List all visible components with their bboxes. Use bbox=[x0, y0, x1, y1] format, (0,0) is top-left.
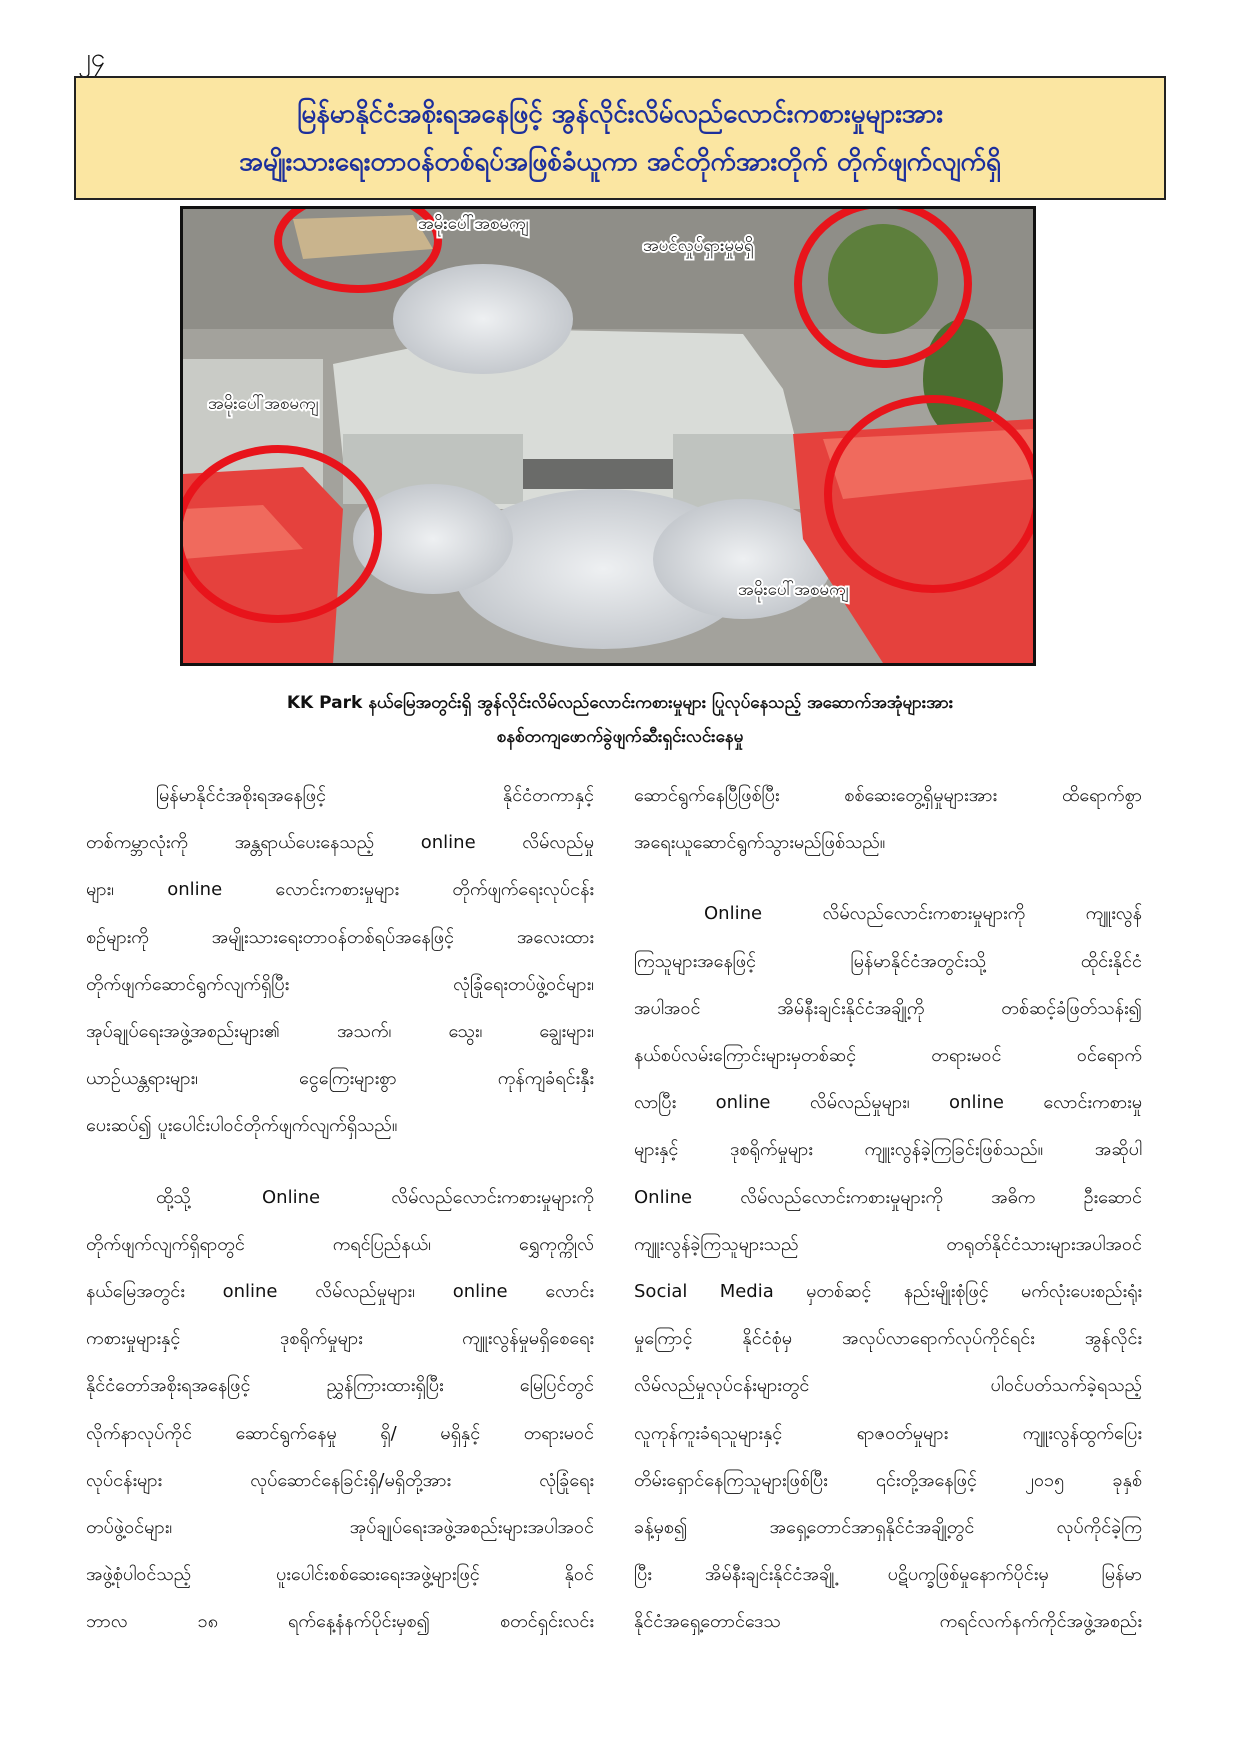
text-line: ကြသူများအနေဖြင့် မြန်မာနိုင်ငံအတွင်းသို့ ထိုင်းနိုင်ငံ bbox=[634, 950, 1142, 972]
photo-label-4: အမိုးပေါ်အစမကျ bbox=[738, 580, 849, 600]
text-line: Online လိမ်လည်လောင်းကစားမှုများကို အဓိက ဦးဆောင် bbox=[634, 1186, 1142, 1208]
caption-line-2: စနစ်တကျဖောက်ခွဲဖျက်ဆီးရှင်းလင်းနေမှု bbox=[496, 727, 744, 747]
text-line: မြန်မာနိုင်ငံအစိုးရအနေဖြင့် နိုင်ငံတကာနှင့် bbox=[156, 785, 594, 806]
photo-label-3: အမိုးပေါ်အစမကျ bbox=[208, 394, 319, 414]
text-line: တိုက်ဖျက်ဆောင်ရွက်လျက်ရှိပြီး လုံခြုံရေးတပ်ဖွဲ့ဝင်များ၊ bbox=[86, 973, 594, 995]
red-roof-left bbox=[183, 467, 343, 663]
text-line: ခန့်မှစ၍ အရှေ့တောင်အာရှနိုင်ငံအချို့တွင် လုပ်ကိုင်ခဲ့ကြ bbox=[634, 1517, 1142, 1539]
text-line: လုပ်ငန်းများ လုပ်ဆောင်နေခြင်းရှိ/မရှိတို့အား လုံခြုံရေး bbox=[86, 1469, 594, 1491]
building-facade-right bbox=[673, 434, 803, 509]
text-line: ကစားမှုများနှင့် ဒုစရိုက်မှုများ ကျူးလွန်မှုမရှိစေရေး bbox=[86, 1328, 594, 1350]
photo-label-2: အပင်လှုပ်ရှားမှုမရှိ bbox=[643, 236, 754, 256]
headline-line-1: မြန်မာနိုင်ငံအစိုးရအနေဖြင့် အွန်လိုင်းလိမ်လည်လောင်းကစားမှုများအား bbox=[297, 99, 943, 129]
text-line: အရေးယူဆောင်ရွက်သွားမည်ဖြစ်သည်။ bbox=[634, 832, 886, 854]
dust-cloud-top bbox=[393, 264, 573, 374]
text-line: အဖွဲ့စုံပါဝင်သည့် ပူးပေါင်းစစ်ဆေးရေးအဖွဲ့များဖြင့် နိုဝင် bbox=[86, 1564, 594, 1586]
text-line: ကျူးလွန်ခဲ့ကြသူများသည် တရုတ်နိုင်ငံသားများအပါအဝင် bbox=[634, 1233, 1142, 1255]
text-line: လိုက်နာလုပ်ကိုင် ဆောင်ရွက်နေမှု ရှိ/ မရှိနှင့် တရားမဝင် bbox=[86, 1422, 594, 1444]
text-line: ယာဉ်ယန္တရားများ၊ ငွေကြေးများစွာ ကုန်ကျခံရင်းနှီး bbox=[86, 1068, 594, 1090]
text-line: မှုကြောင့် နိုင်ငံစုံမှ အလုပ်လာရောက်လုပ်ကိုင်ရင်း အွန်လိုင်း bbox=[634, 1328, 1142, 1350]
text-line: ပေးဆပ်၍ ပူးပေါင်းပါဝင်တိုက်ဖျက်လျက်ရှိသည်။ bbox=[86, 1115, 398, 1137]
text-line: ထို့သို့ Online လိမ်လည်လောင်းကစားမှုများကို bbox=[156, 1186, 594, 1208]
page-number: ၂၄ bbox=[78, 43, 106, 73]
body-column-left bbox=[86, 772, 594, 1670]
headline-line-2: အမျိုးသားရေးတာဝန်တစ်ရပ်အဖြစ်ခံယူကာ အင်တိုက်အားတိုက် တိုက်ဖျက်လျက်ရှိ bbox=[239, 147, 1001, 177]
text-line: လိမ်လည်မှုလုပ်ငန်းများတွင် ပါဝင်ပတ်သက်ခဲ့ရသည့် bbox=[634, 1375, 1142, 1397]
body-column-right bbox=[634, 772, 1142, 1670]
text-line: Social Media မှတစ်ဆင့် နည်းမျိုးစုံဖြင့် မက်လုံးပေးစည်းရုံး bbox=[634, 1281, 1142, 1303]
text-line: ဘာလ ၁၈ ရက်နေ့နံနက်ပိုင်းမှစ၍ စတင်ရှင်းလင်း bbox=[86, 1611, 594, 1633]
text-line: တိမ်းရှောင်နေကြသူများဖြစ်ပြီး ၎င်းတို့အနေဖြင့် ၂၀၁၅ ခုနှစ် bbox=[634, 1469, 1142, 1491]
text-line: တစ်ကမ္ဘာလုံးကို အန္တရာယ်ပေးနေသည့် online လိမ်လည်မှု bbox=[86, 832, 594, 854]
text-line: အပါအဝင် အိမ်နီးချင်းနိုင်ငံအချို့ကို တစ်ဆင့်ခံဖြတ်သန်း၍ bbox=[634, 997, 1142, 1019]
demolition-photo bbox=[180, 206, 1036, 666]
paragraph bbox=[634, 772, 1142, 866]
text-line: စဉ်များကို အမျိုးသားရေးတာဝန်တစ်ရပ်အနေဖြင့် အလေးထား bbox=[86, 926, 594, 948]
collapse-line bbox=[523, 459, 673, 489]
paragraph bbox=[86, 1174, 594, 1646]
text-line: နယ်မြေအတွင်း online လိမ်လည်မှုများ၊ online လောင်း bbox=[86, 1281, 594, 1303]
text-line: လာပြီး online လိမ်လည်မှုများ၊ online လောင်းကစားမှု bbox=[634, 1092, 1142, 1114]
text-line: နယ်စပ်လမ်းကြောင်းများမှတစ်ဆင့် တရားမဝင် ဝင်ရောက် bbox=[634, 1045, 1142, 1067]
text-line: နိုင်ငံတော်အစိုးရအနေဖြင့် ညွှန်ကြားထားရှိပြီး မြေပြင်တွင် bbox=[86, 1375, 594, 1397]
paragraph bbox=[86, 772, 594, 1150]
text-line: ပြီး အိမ်နီးချင်းနိုင်ငံအချို့ ပဋိပက္ခဖြစ်မှုနောက်ပိုင်းမှ မြန်မာ bbox=[634, 1564, 1142, 1586]
text-line: နိုင်ငံအရှေ့တောင်ဒေသ ကရင်လက်နက်ကိုင်အဖွဲ့အစည်း bbox=[634, 1611, 1142, 1633]
text-line: လူကုန်ကူးခံရသူများနှင့် ရာဇဝတ်မှုများ ကျူးလွန်ထွက်ပြေး bbox=[634, 1422, 1142, 1444]
trees-right bbox=[923, 319, 1003, 439]
text-line: တပ်ဖွဲ့ဝင်များ၊ အုပ်ချုပ်ရေးအဖွဲ့အစည်းများအပါအဝင် bbox=[86, 1517, 594, 1539]
text-line: တိုက်ဖျက်လျက်ရှိရာတွင် ကရင်ပြည်နယ်၊ ရွှေကုက္ကိုလ် bbox=[86, 1233, 594, 1255]
text-line: များ၊ online လောင်းကစားမှုများ တိုက်ဖျက်ရေးလုပ်ငန်း bbox=[86, 879, 594, 901]
text-line: Online လိမ်လည်လောင်းကစားမှုများကို ကျူးလွန် bbox=[704, 903, 1142, 925]
text-line: များနှင့် ဒုစရိုက်မှုများ ကျူးလွန်ခဲ့ကြခြင်းဖြစ်သည်။ အဆိုပါ bbox=[634, 1139, 1142, 1161]
text-line: အုပ်ချုပ်ရေးအဖွဲ့အစည်းများ၏ အသက်၊ သွေး၊ ချွေးများ၊ bbox=[86, 1021, 594, 1043]
text-line: ဆောင်ရွက်နေပြီဖြစ်ပြီး စစ်ဆေးတွေ့ရှိမှုများအား ထိရောက်စွာ bbox=[634, 785, 1142, 806]
photo-caption bbox=[150, 686, 1090, 754]
headline-box bbox=[74, 76, 1166, 200]
demolition-scene bbox=[183, 209, 1033, 663]
photo-label-1: အမိုးပေါ်အစမကျ bbox=[418, 214, 529, 234]
trees-top-right bbox=[828, 224, 938, 334]
paragraph bbox=[634, 890, 1142, 1645]
caption-line-1: KK Park နယ်မြေအတွင်းရှိ အွန်လိုင်းလိမ်လည်လောင်းကစားမှုများ ပြုလုပ်နေသည့် အဆောက်အအုံများအား bbox=[286, 693, 954, 713]
